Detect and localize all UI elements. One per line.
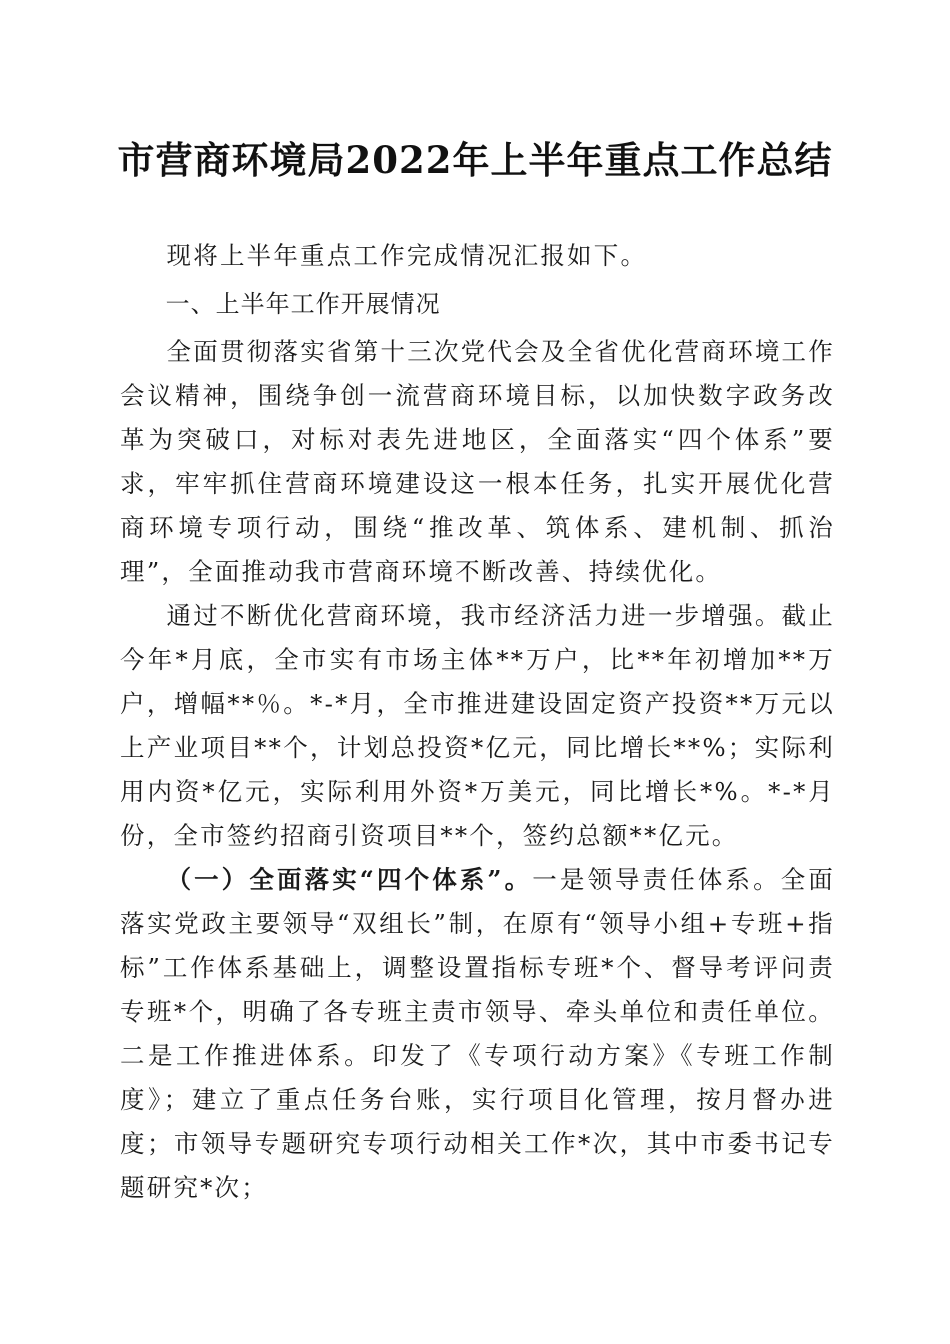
intro-paragraph: 现将上半年重点工作完成情况汇报如下。 bbox=[166, 241, 648, 270]
paragraph-four-systems-text: 一是领导责任体系。全面落实党政主要领导“双组长”制，在原有“领导小组+专班+指标”工作体系基础上，调整设置指标专班*个、督导考评问责专班*个，明确了各专班主责市领导、牵头单位和责任单位。二是工作推进体系。印发了《专项行动方案》《专班工作制度》；建立了重点任务台账，实行项目化管理，按月督办进度；市领导专题研究专项行动相关工作*次，其中市委书记专题研究*次； bbox=[120, 865, 836, 1202]
sub-heading-four-systems: （一）全面落实“四个体系”。 bbox=[166, 865, 533, 894]
section-heading: 一、上半年工作开展情况 bbox=[165, 290, 441, 318]
document-body bbox=[120, 234, 835, 1210]
paragraph-economy: 通过不断优化营商环境，我市经济活力进一步增强。截止今年*月底，全市实有市场主体**万户，比**年初增加**万户，增幅**％。*-*月，全市推进建设固定资产投资**万元以上产业项目**个，计划总投资*亿元，同比增长**%；实际利用内资*亿元，实际利用外资*万美元，同比增长*%。*-*月份，全市签约招商引资项目**个，签约总额**亿元。 bbox=[120, 601, 835, 850]
paragraph-four-systems bbox=[120, 858, 835, 1210]
document-title: 市营商环境局2022年上半年重点工作总结 bbox=[117, 138, 833, 182]
paragraph-overview: 全面贯彻落实省第十三次党代会及全省优化营商环境工作会议精神，围绕争创一流营商环境目标，以加快数字政务改革为突破口，对标对表先进地区，全面落实“四个体系”要求，牢牢抓住营商环境建设这一根本任务，扎实开展优化营商环境专项行动，围绕“推改革、筑体系、建机制、抓治理”，全面推动我市营商环境不断改善、持续优化。 bbox=[120, 337, 835, 586]
